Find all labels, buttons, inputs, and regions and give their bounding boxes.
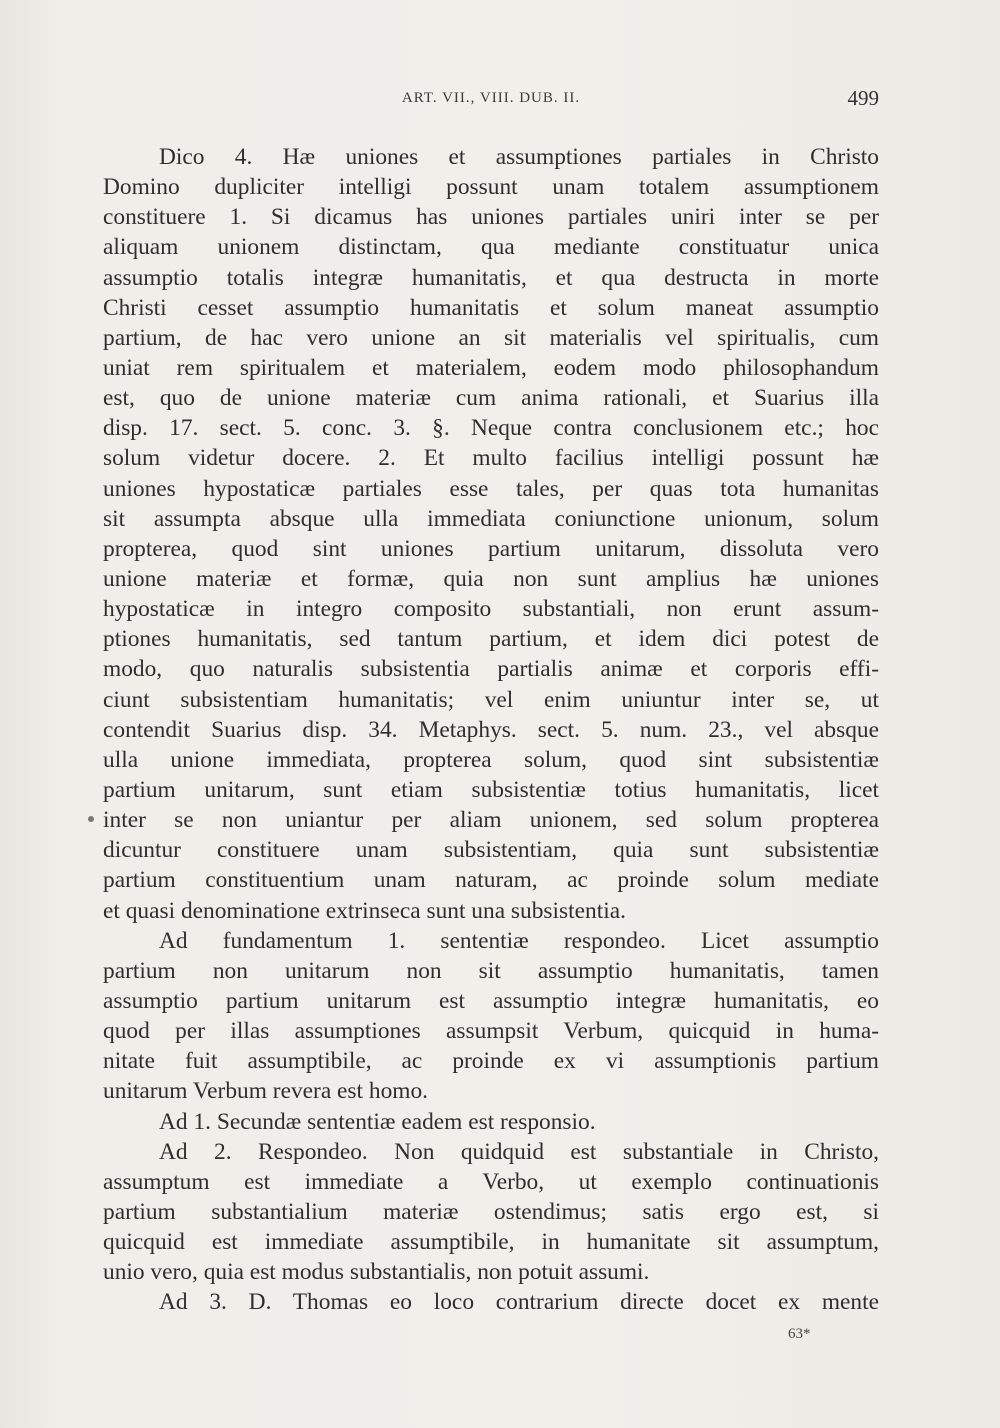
text-line: est, quo de unione materiæ cum anima rationali, et Suarius illa [103,385,879,412]
text-line: modo, quo naturalis subsistentia partialis animæ et corporis effi- [103,656,879,683]
text-line: uniat rem spiritualem et materialem, eodem modo philosophandum [103,354,879,381]
text-line: ptiones humanitatis, sed tantum partium, et idem dici potest de [103,626,879,653]
text-line: aliquam unionem distinctam, qua mediante constituatur unica [103,234,879,261]
text-line: quod per illas assumptiones assumpsit Verbum, quicquid in huma- [103,1018,879,1045]
text-line: sit assumpta absque ulla immediata coniunctione unionum, solum [103,505,879,532]
body-text [103,142,879,1317]
text-line: Domino dupliciter intelligi possunt unam totalem assumptionem [103,174,879,201]
running-title: ART. VII., VIII. DUB. II. [401,90,581,106]
page-number: 499 [847,86,879,110]
text-line: Ad 3. D. Thomas eo loco contrarium directe docet ex mente [159,1289,879,1316]
text-line: Dico 4. Hæ uniones et assumptiones partiales in Christo [159,144,879,170]
text-line: unio vero, quia est modus substantialis, non potuit assumi. [103,1259,650,1286]
text-line: partium non unitarum non sit assumptio humanitatis, tamen [103,957,879,984]
text-line: partium constituentium unam naturam, ac proinde solum mediate [103,867,879,894]
text-line: propterea, quod sint uniones partium unitarum, dissoluta vero [103,535,879,562]
text-line: contendit Suarius disp. 34. Metaphys. sect. 5. num. 23., vel absque [103,716,879,743]
text-line: Ad 2. Respondeo. Non quidquid est substantiale in Christo, [159,1138,879,1165]
text-line: solum videtur docere. 2. Et multo facilius intelligi possunt hæ [103,445,879,472]
text-line: Ad fundamentum 1. sententiæ respondeo. Licet assumptio [159,927,879,954]
text-line: Ad 1. Secundæ sententiæ eadem est responsio. [159,1108,596,1135]
signature-mark: 63* [788,1326,811,1342]
text-line: dicuntur constituere unam subsistentiam, quia sunt subsistentiæ [103,837,879,864]
text-line: partium substantialium materiæ ostendimus; satis ergo est, si [103,1198,879,1225]
text-line: uniones hypostaticæ partiales esse tales, per quas tota humanitas [103,475,879,502]
text-line: assumptio partium unitarum est assumptio integræ humanitatis, eo [103,987,879,1014]
text-line: partium unitarum, sunt etiam subsistentiæ totius humanitatis, licet [103,776,879,803]
text-line: assumptio totalis integræ humanitatis, et qua destructa in morte [103,264,879,291]
text-line: inter se non uniantur per aliam unionem, sed solum propterea [103,807,879,834]
stray-ink-mark [88,816,94,822]
text-line: unitarum Verbum revera est homo. [103,1078,429,1105]
text-line: nitate fuit assumptibile, ac proinde ex vi assumptionis partium [103,1048,879,1075]
text-line: unione materiæ et formæ, quia non sunt amplius hæ uniones [103,565,879,592]
running-head [103,88,879,114]
text-line: ulla unione immediata, propterea solum, quod sint subsistentiæ [103,746,879,773]
text-line: Christi cesset assumptio humanitatis et solum maneat assumptio [103,294,879,321]
text-line: quicquid est immediate assumptibile, in humanitate sit assumptum, [103,1229,879,1256]
text-line: disp. 17. sect. 5. conc. 3. §. Neque contra conclusionem etc.; hoc [103,415,879,442]
text-line: hypostaticæ in integro composito substantiali, non erunt assum- [103,596,879,623]
text-line: constituere 1. Si dicamus has uniones partiales uniri inter se per [103,204,879,231]
text-line: partium, de hac vero unione an sit materialis vel spiritualis, cum [103,324,879,351]
text-line: et quasi denominatione extrinseca sunt una subsistentia. [103,897,626,924]
text-line: assumptum est immediate a Verbo, ut exemplo continuationis [103,1168,879,1195]
text-line: ciunt subsistentiam humanitatis; vel enim uniuntur inter se, ut [103,686,879,713]
